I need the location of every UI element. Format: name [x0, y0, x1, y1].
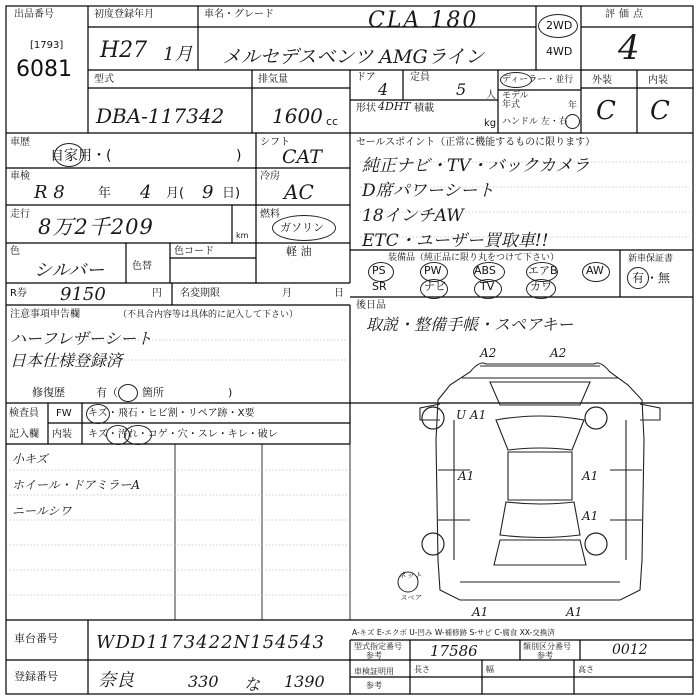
color-value: シルバー	[34, 260, 105, 281]
capacity-value: 5	[456, 80, 467, 99]
chassis-label: 車台番号	[14, 632, 58, 645]
dimensions-height: 高さ	[578, 665, 594, 674]
chassis-value: WDD1173422N154543	[96, 632, 325, 653]
dimensions-width: 幅	[486, 665, 494, 674]
aircon-label: 冷房	[260, 171, 280, 182]
notes-line-2: 日本仕様登録済	[10, 351, 123, 370]
history-label: 車歴	[10, 137, 30, 148]
disp-label: 排気量	[258, 74, 288, 85]
lot-label: 出品番号	[14, 9, 54, 20]
capacity-unit: 人	[486, 90, 496, 101]
inspector-int-text: キズ・汚れ・コゲ・穴・スレ・キレ・破レ	[88, 429, 278, 440]
diagram-mark-right-door: A1	[582, 469, 599, 483]
doors-label: ドア	[356, 72, 376, 83]
diagram-mark-right-rear: A1	[582, 509, 599, 523]
inspector-label-2: 記入欄	[9, 429, 39, 440]
exterior-label: 外装	[592, 75, 612, 86]
warranty-label: 新車保証書	[628, 254, 674, 264]
model-cert-value: 17586	[430, 642, 478, 660]
diagram-mark-fender: U A1	[456, 408, 487, 422]
registration-number: 1390	[284, 672, 325, 691]
inspection-label: 車検	[10, 171, 30, 182]
history-printed: 自家用・(	[50, 148, 112, 164]
load-unit: kg	[484, 118, 497, 129]
inspection-day-unit: 日)	[222, 186, 241, 201]
class-value: 0012	[612, 642, 648, 658]
lower-note-2: ホイール・ドアミラーA	[12, 478, 141, 492]
handle-label: ハンドル 左・右	[502, 117, 568, 127]
equip-ps: PS	[372, 264, 386, 277]
drive-4wd: 4WD	[546, 45, 573, 58]
accessories-value: 取説・整備手帳・スペアキー	[366, 315, 574, 334]
class-label-1: 類別区分番号	[523, 642, 571, 651]
lower-note-3: ニールシワ	[12, 504, 72, 518]
registration-hira: な	[244, 675, 261, 694]
model-year-label-2: 年式	[502, 100, 521, 110]
grade: CLA 180	[368, 8, 479, 33]
diagram-mark-rear-left: A1	[472, 605, 489, 619]
mileage-label: 走行	[10, 209, 30, 220]
drive-2wd: 2WD	[546, 19, 573, 32]
type-label: 型式	[94, 74, 114, 85]
model-cert-label-1: 型式指定番号	[354, 642, 402, 651]
diagram-mark-front-right: A2	[550, 346, 567, 360]
shift-value: CAT	[282, 146, 322, 168]
lower-note-1: 小キズ	[12, 452, 48, 466]
sales-line-4: ETC・ユーザー買取車!!	[362, 231, 549, 251]
history-close: )	[236, 148, 242, 164]
color-code-label: 色コード	[174, 246, 214, 257]
registration-label: 登録番号	[14, 670, 58, 683]
diagram-legend: A-キズ E-エクボ U-凹み W-補修跡 S-サビ C-腐食 XX-交換済	[352, 628, 555, 637]
inspector-fw-text: キズ・飛石・ヒビ割・リペア跡・X要	[88, 408, 255, 419]
diagram-mark-front-left: A2	[480, 346, 497, 360]
capacity-label: 定員	[410, 72, 430, 83]
dealer-label: ディーラー・並行	[502, 75, 574, 85]
aircon-value: AC	[284, 180, 314, 204]
color-label: 色	[10, 246, 20, 257]
diagram-mark-net: ネット	[398, 571, 422, 580]
model-label: 車名・グレード	[204, 9, 274, 20]
sales-line-1: 純正ナビ・TV・バックカメラ	[362, 156, 590, 176]
warranty-no: ・無	[646, 271, 671, 285]
diagram-mark-left-door: A1	[458, 469, 475, 483]
class-label-2: 参考	[537, 651, 553, 660]
inspector-label-1: 検査員	[9, 408, 39, 419]
equip-sr: SR	[372, 280, 387, 293]
dimensions-length: 長さ	[414, 665, 430, 674]
accessories-label: 後日品	[356, 300, 386, 311]
first-reg-month: 1月	[163, 44, 193, 65]
dimensions-label-2: 参考	[366, 681, 382, 690]
inspection-year-unit: 年	[98, 186, 112, 201]
model-year-label-1: モデル	[502, 91, 529, 101]
name-change-label: 名変期限	[180, 288, 220, 299]
type-value: DBA-117342	[96, 104, 225, 128]
shape-label: 形状	[356, 103, 376, 114]
exterior-grade: C	[596, 96, 616, 126]
recycle-unit: 円	[152, 288, 162, 299]
first-reg-year: H27	[100, 38, 148, 63]
shift-label: シフト	[260, 137, 290, 148]
inspector-int: 内装	[52, 429, 72, 440]
equipment-label: 装備品（純正品に限り丸をつけて下さい）	[388, 253, 560, 263]
equip-tv: TV	[480, 280, 495, 293]
sales-line-2: D席パワーシート	[362, 181, 495, 201]
first-reg-label: 初度登録年月	[94, 9, 154, 20]
lot-sub: [1793]	[30, 40, 64, 51]
repaint-label: 色替	[132, 261, 152, 272]
recycle-value: 9150	[60, 284, 106, 305]
mileage-value: 8万2千209	[38, 215, 154, 239]
notes-label: 注意事項申告欄	[10, 309, 80, 320]
sales-label: セールスポイント（正常に機能するものに限ります）	[356, 137, 596, 148]
repair-place: 箇所	[142, 386, 164, 399]
recycle-label: R券	[10, 288, 27, 299]
notes-sub: （不具合内容等は具体的に記入して下さい）	[118, 310, 299, 320]
warranty-yes: 有	[632, 271, 645, 285]
lot-number: 6081	[16, 57, 72, 82]
fuel-diesel: 軽 油	[286, 245, 312, 258]
fuel-label: 燃料	[260, 209, 280, 220]
name-change-day-unit: 日	[334, 288, 344, 299]
mileage-unit: km	[236, 231, 249, 240]
inspection-year: R 8	[34, 182, 65, 203]
equip-pw: PW	[424, 264, 442, 277]
eval-label: 評価点	[605, 9, 647, 20]
name-change-unit: 月	[282, 288, 292, 299]
notes-line-1: ハーフレザーシート	[10, 329, 153, 348]
interior-grade: C	[650, 96, 670, 126]
repair-value: 有（	[96, 386, 118, 399]
load-label: 積載	[414, 103, 434, 114]
equip-airbag: エアB	[528, 264, 558, 277]
disp-value: 1600	[272, 104, 323, 128]
eval-score: 4	[618, 28, 640, 68]
repair-label: 修復歴	[32, 386, 65, 399]
disp-unit: cc	[326, 115, 339, 128]
repair-close: )	[228, 386, 233, 399]
registration-area: 奈良	[98, 670, 134, 691]
interior-label: 内装	[648, 75, 668, 86]
equip-navi: ナビ	[424, 280, 446, 293]
equip-abs: ABS	[474, 264, 496, 277]
inspection-day: 9	[202, 182, 214, 203]
inspection-month-unit: 月(	[166, 186, 185, 201]
registration-class: 330	[188, 672, 219, 691]
diagram-mark-spare: スペア	[400, 594, 421, 602]
equip-aw: AW	[586, 264, 604, 277]
inspection-month: 4	[140, 182, 152, 203]
shape-value: 4DHT	[378, 100, 411, 113]
model-cert-label-2: 参考	[366, 651, 382, 660]
dimensions-label-1: 車検証明用	[354, 667, 394, 676]
sales-line-3: 18インチAW	[362, 206, 464, 226]
doors-value: 4	[378, 80, 389, 99]
car-name: メルセデスベンツ AMGライン	[222, 46, 485, 68]
model-year-unit: 年	[568, 101, 578, 111]
fuel-gasoline: ガソリン	[280, 221, 324, 234]
equip-leather: カワ	[530, 280, 552, 293]
inspector-fw: FW	[56, 408, 72, 419]
diagram-mark-rear-right: A1	[566, 605, 583, 619]
